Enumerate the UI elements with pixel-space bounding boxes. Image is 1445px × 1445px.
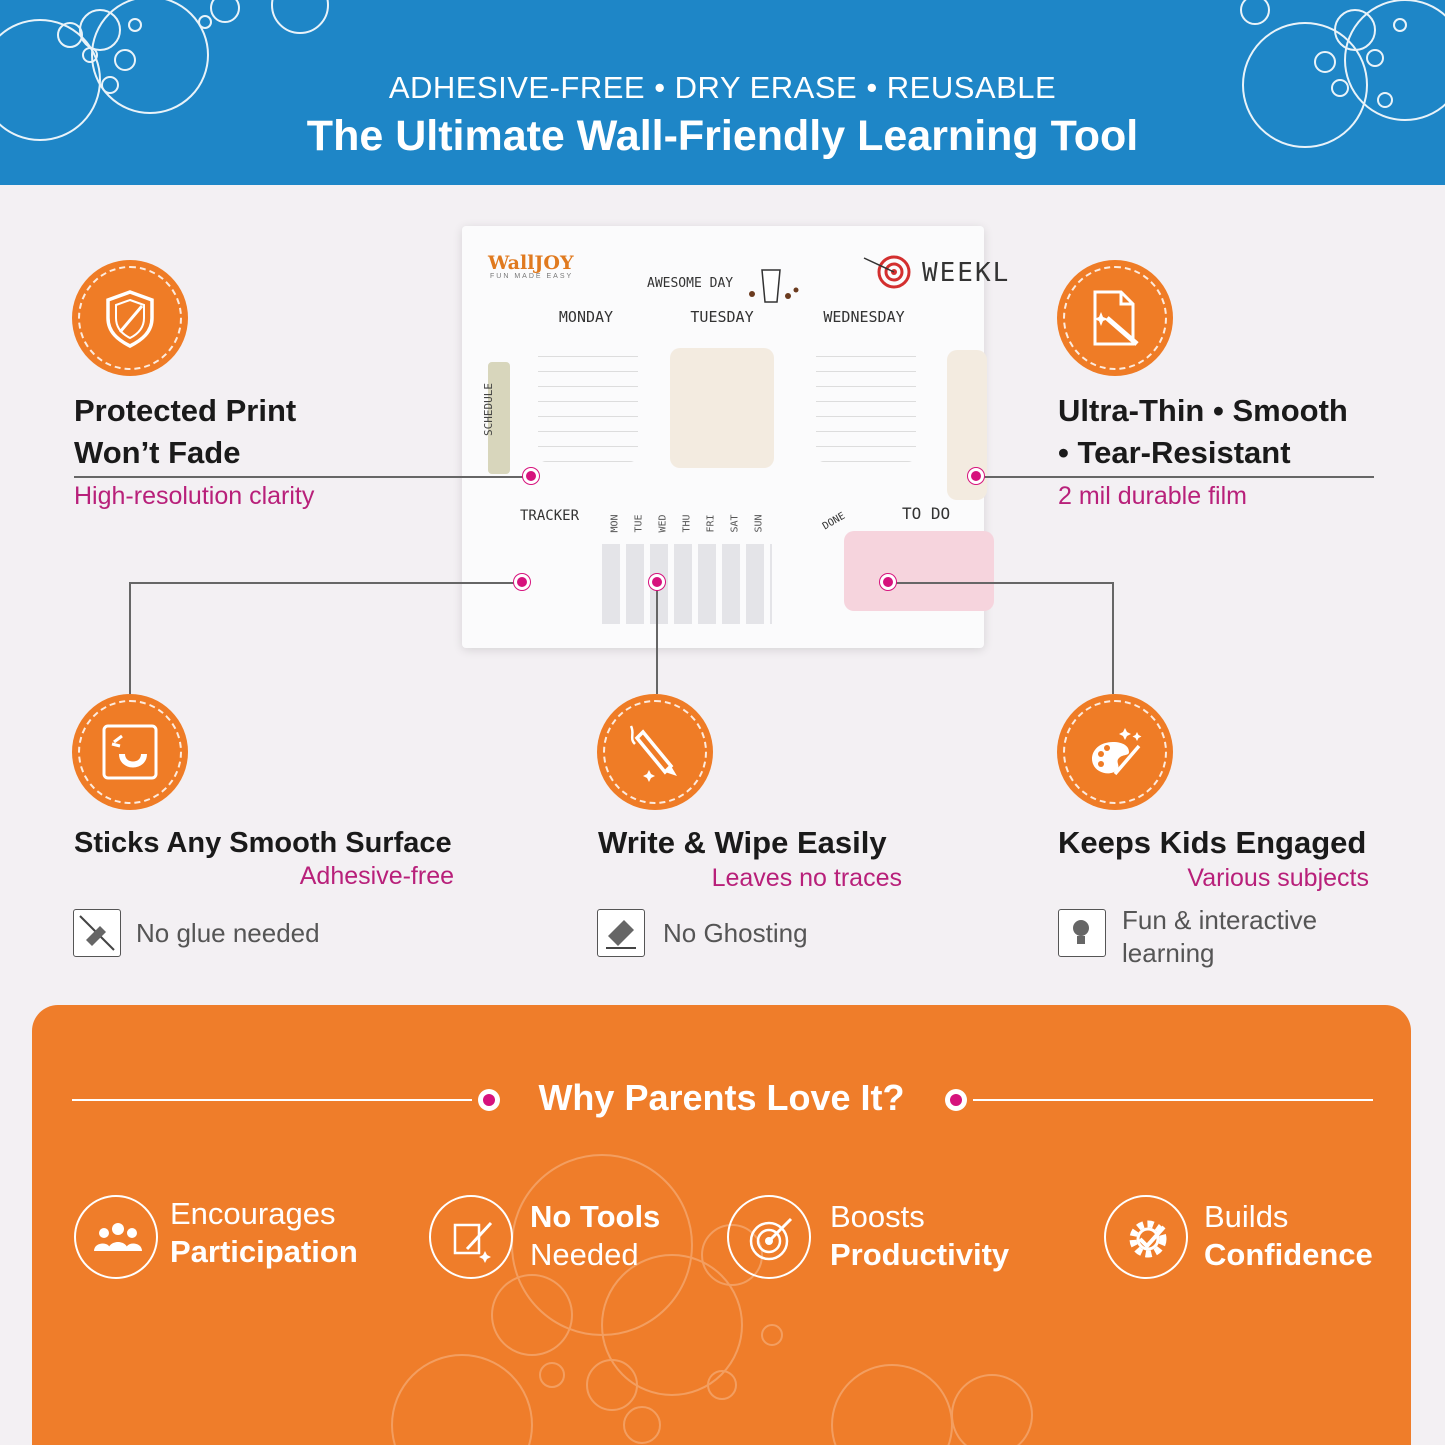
connector-line-protected: [74, 476, 532, 478]
target-icon: [862, 252, 912, 292]
title-line-right: [973, 1099, 1373, 1101]
weekday-wed: WED: [657, 514, 669, 533]
day-column-tuesday: TUESDAY: [662, 308, 782, 468]
connector-dot-write: [649, 574, 665, 590]
weekly-heading: WEEKL: [922, 258, 1011, 288]
todo-label: TO DO: [902, 504, 951, 523]
connector-line-sticks: [129, 582, 523, 584]
protected-subtitle: High-resolution clarity: [74, 482, 315, 510]
connector-line-engaged: [888, 582, 1114, 584]
target-icon: [743, 1211, 799, 1267]
magnet-badge: [72, 694, 188, 810]
engaged-title: Keeps Kids Engaged: [1058, 825, 1367, 860]
palette-icon: [1085, 722, 1145, 782]
fun-learning-text-line2: learning: [1122, 938, 1215, 968]
fun-learning-text-line1: Fun & interactive: [1122, 905, 1318, 935]
ultrathin-title-line1: Ultra-Thin • Smooth: [1058, 393, 1348, 428]
connector-vline-write: [656, 582, 658, 694]
connector-vline-engaged: [1112, 582, 1114, 694]
awesome-day-label: AWESOME DAY: [647, 276, 734, 291]
todo-pad: [844, 531, 994, 611]
sticks-title: Sticks Any Smooth Surface: [74, 827, 452, 859]
benefit-productivity-text: [830, 1198, 1009, 1274]
benefit-productivity-light: Boosts: [830, 1199, 925, 1234]
benefit-participation-icon-wrap: [74, 1195, 158, 1279]
engaged-subtitle: Various subjects: [1187, 864, 1369, 892]
coffee-icon: [742, 262, 802, 306]
document-sparkle-icon: [1085, 288, 1145, 348]
benefit-confidence-bold: Confidence: [1204, 1237, 1373, 1272]
no-glue-text: No glue needed: [136, 918, 320, 948]
connector-line-ultrathin: [976, 476, 1374, 478]
benefit-tools-bold: No Tools: [530, 1199, 661, 1234]
title-dot-right: [945, 1089, 967, 1111]
benefit-tools-text: [530, 1198, 660, 1274]
protected-title-line1: Protected Print: [74, 393, 297, 428]
tracker-label: TRACKER: [520, 508, 580, 524]
day-column-monday: MONDAY: [526, 308, 646, 468]
day-column-wednesday: WEDNESDAY: [804, 308, 924, 468]
eraser-icon: [597, 909, 645, 957]
write-title: Write & Wipe Easily: [598, 825, 887, 860]
magnet-icon: [100, 722, 160, 782]
group-icon: [90, 1211, 146, 1267]
gear-check-icon: [1120, 1211, 1176, 1267]
weekday-fri: FRI: [705, 514, 717, 533]
done-label: DONE: [820, 510, 848, 533]
panel-title: Why Parents Love It?: [538, 1077, 905, 1118]
connector-vline-sticks: [129, 582, 131, 694]
benefit-tools-icon-wrap: [429, 1195, 513, 1279]
product-sheet-image: [462, 226, 1011, 648]
benefit-participation-bold: Participation: [170, 1234, 358, 1269]
why-parents-panel: [32, 1005, 1411, 1445]
tracker-grid: [602, 544, 772, 624]
write-subtitle: Leaves no traces: [711, 864, 902, 892]
marker-badge: [597, 694, 713, 810]
benefit-confidence-text: [1204, 1198, 1373, 1274]
connector-dot-protected: [523, 468, 539, 484]
shield-badge: [72, 260, 188, 376]
weekday-sun: SUN: [753, 514, 765, 533]
header-subtitle: ADHESIVE-FREE • DRY ERASE • REUSABLE: [388, 70, 1057, 105]
connector-dot-engaged: [880, 574, 896, 590]
connector-dot-sticks: [514, 574, 530, 590]
benefit-confidence-light: Builds: [1204, 1199, 1289, 1234]
ultrathin-subtitle: 2 mil durable film: [1058, 482, 1247, 510]
brand-tagline: FUN MADE EASY: [490, 273, 574, 280]
benefit-tools-light: Needed: [530, 1237, 639, 1272]
tools-icon: [445, 1211, 501, 1267]
benefit-productivity-icon-wrap: [727, 1195, 811, 1279]
sticks-subtitle: Adhesive-free: [299, 862, 454, 890]
shield-icon: [100, 288, 160, 348]
palette-badge: [1057, 694, 1173, 810]
marker-icon: [625, 722, 685, 782]
benefit-participation-light: Encourages: [170, 1196, 336, 1231]
connector-dot-ultrathin: [968, 468, 984, 484]
weekday-sat: SAT: [729, 514, 741, 533]
brand-logo: WallJOY: [488, 252, 574, 274]
no-ghosting-text: No Ghosting: [663, 918, 808, 948]
header-banner: [0, 0, 1445, 185]
document-badge: [1057, 260, 1173, 376]
benefit-productivity-bold: Productivity: [830, 1237, 1010, 1272]
weekday-thu: THU: [681, 514, 693, 533]
no-glue-icon: [73, 909, 121, 957]
weekday-tue: TUE: [633, 514, 645, 533]
header-title: The Ultimate Wall-Friendly Learning Tool: [306, 112, 1139, 160]
lightbulb-icon: [1058, 909, 1106, 957]
schedule-label: SCHEDULE: [482, 383, 495, 436]
benefit-participation-text: [170, 1195, 358, 1271]
weekday-mon: MON: [609, 514, 621, 533]
ultrathin-title-line2: • Tear-Resistant: [1058, 435, 1291, 470]
benefit-confidence-icon-wrap: [1104, 1195, 1188, 1279]
protected-title-line2: Won’t Fade: [74, 435, 241, 470]
